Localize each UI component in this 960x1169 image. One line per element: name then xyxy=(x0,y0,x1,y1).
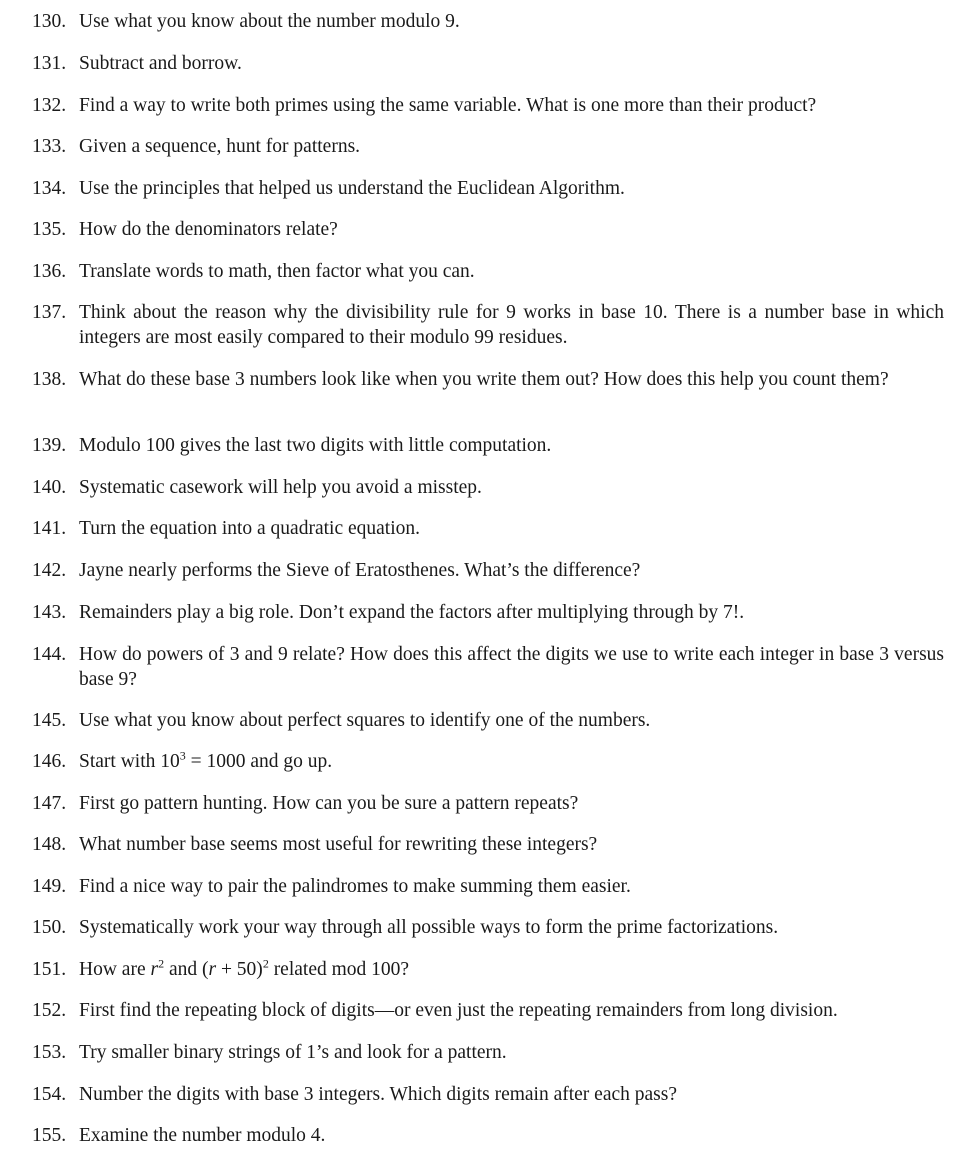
hint-item xyxy=(32,93,944,118)
hint-text: Jayne nearly performs the Sieve of Eratosthenes. What’s the difference? xyxy=(79,560,641,581)
hint-number: 131. xyxy=(32,53,67,74)
hint-item xyxy=(32,600,944,625)
hint-text: Examine the number modulo 4. xyxy=(79,1125,326,1146)
hint-item xyxy=(32,874,944,899)
hint-number: 147. xyxy=(32,793,67,814)
hint-text: Modulo 100 gives the last two digits with little computation. xyxy=(79,435,552,456)
hint-item xyxy=(32,1123,944,1148)
hint-text: Given a sequence, hunt for patterns. xyxy=(79,136,361,157)
hint-text: What number base seems most useful for rewriting these integers? xyxy=(79,834,598,855)
hint-number: 134. xyxy=(32,178,67,199)
hint-text: Use the principles that helped us understand the Euclidean Algorithm. xyxy=(79,178,625,199)
hint-number: 139. xyxy=(32,435,67,456)
hint-text: Try smaller binary strings of 1’s and look for a pattern. xyxy=(79,1042,507,1063)
hint-text: Translate words to math, then factor what you can. xyxy=(79,261,475,282)
hint-text: Think about the reason why the divisibility rule for 9 works in base 10. There is a number base in which integers are most easily compared to their modulo 99 residues. xyxy=(79,302,944,348)
hint-item xyxy=(32,176,944,201)
hint-text-part: Start with 10 xyxy=(79,751,180,772)
hint-number: 130. xyxy=(32,11,67,32)
hint-number: 133. xyxy=(32,136,67,157)
hint-text xyxy=(79,749,944,774)
hint-number: 153. xyxy=(32,1042,67,1063)
hint-text: How do the denominators relate? xyxy=(79,219,338,240)
hint-item xyxy=(32,516,944,541)
variable-r: r xyxy=(150,959,159,980)
hint-number: 148. xyxy=(32,834,67,855)
exponent: 2 xyxy=(262,956,269,971)
hint-item xyxy=(32,217,944,242)
variable-r: r xyxy=(208,959,217,980)
hint-text: Systematically work your way through all possible ways to form the prime factorizations. xyxy=(79,917,779,938)
hint-number: 151. xyxy=(32,959,67,980)
hint-item xyxy=(32,259,944,284)
hint-text: Subtract and borrow. xyxy=(79,53,242,74)
hint-item xyxy=(32,642,944,692)
hint-number: 143. xyxy=(32,602,67,623)
hint-item xyxy=(32,367,944,392)
hint-number: 135. xyxy=(32,219,67,240)
hint-item xyxy=(32,998,944,1023)
hint-number: 144. xyxy=(32,644,67,665)
hint-text-part: + 50) xyxy=(216,959,263,980)
hint-text: How do powers of 3 and 9 relate? How does this affect the digits we use to write each integer in base 3 versus base 9? xyxy=(79,644,944,690)
hint-number: 142. xyxy=(32,560,67,581)
hint-text: Find a nice way to pair the palindromes to make summing them easier. xyxy=(79,876,631,897)
hint-text: Use what you know about the number modulo 9. xyxy=(79,11,460,32)
hint-number: 137. xyxy=(32,302,67,323)
hint-text: What do these base 3 numbers look like when you write them out? How does this help you count them? xyxy=(79,369,889,390)
hint-item xyxy=(32,957,944,982)
hint-text: Find a way to write both primes using the same variable. What is one more than their product? xyxy=(79,95,817,116)
hint-text: Number the digits with base 3 integers. Which digits remain after each pass? xyxy=(79,1084,678,1105)
hint-item xyxy=(32,1082,944,1107)
hint-item xyxy=(32,475,944,500)
hint-number: 150. xyxy=(32,917,67,938)
hint-item xyxy=(32,1040,944,1065)
hint-number: 138. xyxy=(32,369,67,390)
hint-text-part: related mod 100? xyxy=(268,959,410,980)
hint-item xyxy=(32,791,944,816)
hint-item xyxy=(32,51,944,76)
hint-number: 140. xyxy=(32,477,67,498)
hint-text-part: How are xyxy=(79,959,151,980)
hint-item xyxy=(32,749,944,774)
hint-text: Use what you know about perfect squares to identify one of the numbers. xyxy=(79,710,651,731)
hint-item xyxy=(32,558,944,583)
hint-text-part: = 1000 and go up. xyxy=(185,751,333,772)
hint-number: 141. xyxy=(32,518,67,539)
hint-item xyxy=(32,134,944,159)
exponent: 2 xyxy=(158,956,165,971)
hint-number: 149. xyxy=(32,876,67,897)
hint-number: 154. xyxy=(32,1084,67,1105)
hint-number: 155. xyxy=(32,1125,67,1146)
hint-text: First find the repeating block of digits—or even just the repeating remainders from long division. xyxy=(79,1000,838,1021)
exponent: 3 xyxy=(179,748,186,763)
hint-item xyxy=(32,915,944,940)
hint-text: Turn the equation into a quadratic equation. xyxy=(79,518,420,539)
hint-text: First go pattern hunting. How can you be sure a pattern repeats? xyxy=(79,793,579,814)
hint-item xyxy=(32,9,944,34)
hint-text: Remainders play a big role. Don’t expand the factors after multiplying through by 7!. xyxy=(79,602,745,623)
hint-item xyxy=(32,433,944,458)
hint-number: 136. xyxy=(32,261,67,282)
hint-number: 152. xyxy=(32,1000,67,1021)
hint-item xyxy=(32,708,944,733)
hint-number: 146. xyxy=(32,751,67,772)
hint-number: 145. xyxy=(32,710,67,731)
hint-item xyxy=(32,300,944,350)
hint-text xyxy=(79,957,944,982)
hint-number: 132. xyxy=(32,95,67,116)
hint-text: Systematic casework will help you avoid a misstep. xyxy=(79,477,482,498)
hint-item xyxy=(32,832,944,857)
hint-text-part: and ( xyxy=(164,959,209,980)
